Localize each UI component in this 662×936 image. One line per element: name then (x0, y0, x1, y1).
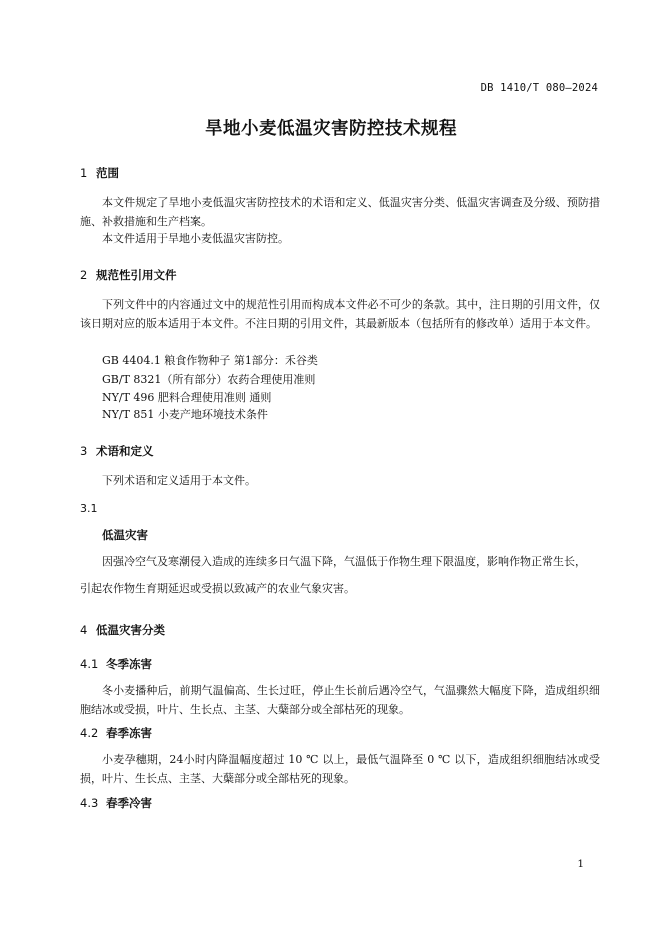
scope-paragraph-2: 本文件适用于旱地小麦低温灾害防控。 (102, 232, 289, 245)
reference-item: NY/T 496 肥料合理使用准则 通则 (102, 391, 272, 404)
section-number: 4 (80, 623, 88, 637)
terms-intro-paragraph: 下列术语和定义适用于本文件。 (102, 474, 256, 487)
section-number: 2 (80, 268, 88, 282)
section-3-heading (80, 443, 154, 459)
standard-code: DB 1410/T 080—2024 (480, 82, 598, 94)
subsection-number: 4.3 (80, 796, 99, 810)
subsection-number: 4.2 (80, 726, 99, 740)
reference-item: GB/T 8321（所有部分）农药合理使用准则 (102, 373, 316, 386)
section-title: 术语和定义 (96, 444, 154, 458)
reference-item: NY/T 851 小麦产地环境技术条件 (102, 408, 268, 421)
subsection-4-3-heading (80, 795, 152, 811)
term-definition-line-2: 引起农作物生育期延迟或受损以致减产的农业气象灾害。 (80, 582, 355, 595)
normative-references-paragraph: 下列文件中的内容通过文中的规范性引用而构成本文件必不可少的条款。其中，注日期的引用文件，仅该日期对应的版本适用于本文件。不注日期的引用文件，其最新版本（包括所有的修改单）适用于本文件。 (80, 298, 600, 330)
section-title: 规范性引用文件 (96, 268, 177, 282)
document-title: 旱地小麦低温灾害防控技术规程 (205, 119, 457, 139)
section-number: 1 (80, 166, 88, 180)
section-4-heading (80, 622, 165, 638)
subsection-title: 春季冷害 (106, 796, 152, 810)
reference-item: GB 4404.1 粮食作物种子 第1部分：禾谷类 (102, 354, 318, 367)
section-title: 低温灾害分类 (96, 623, 165, 637)
winter-freeze-paragraph: 冬小麦播种后，前期气温偏高、生长过旺，停止生长前后遇冷空气，气温骤然大幅度下降，造成组织细胞结冰或受损，叶片、生长点、主茎、大蘖部分或全部枯死的现象。 (80, 684, 600, 716)
term-name: 低温灾害 (102, 528, 148, 542)
section-1-heading (80, 165, 119, 181)
term-definition-line-1: 因强冷空气及寒潮侵入造成的连续多日气温下降，气温低于作物生理下限温度，影响作物正常生长， (102, 555, 586, 568)
term-number: 3.1 (80, 502, 98, 515)
subsection-title: 春季冻害 (106, 726, 152, 740)
subsection-4-2-heading (80, 725, 152, 741)
section-number: 3 (80, 444, 88, 458)
subsection-number: 4.1 (80, 657, 99, 671)
section-title: 范围 (96, 166, 119, 180)
page-number: 1 (577, 858, 584, 870)
section-2-heading (80, 267, 177, 283)
spring-freeze-paragraph: 小麦孕穗期，24小时内降温幅度超过 10 ℃ 以上，最低气温降至 0 ℃ 以下，造成组织细胞结冰或受损，叶片、生长点、主茎、大蘖部分或全部枯死的现象。 (80, 753, 600, 785)
subsection-4-1-heading (80, 656, 152, 672)
scope-paragraph-1: 本文件规定了旱地小麦低温灾害防控技术的术语和定义、低温灾害分类、低温灾害调查及分级、预防措施、补救措施和生产档案。 (80, 196, 600, 228)
subsection-title: 冬季冻害 (106, 657, 152, 671)
